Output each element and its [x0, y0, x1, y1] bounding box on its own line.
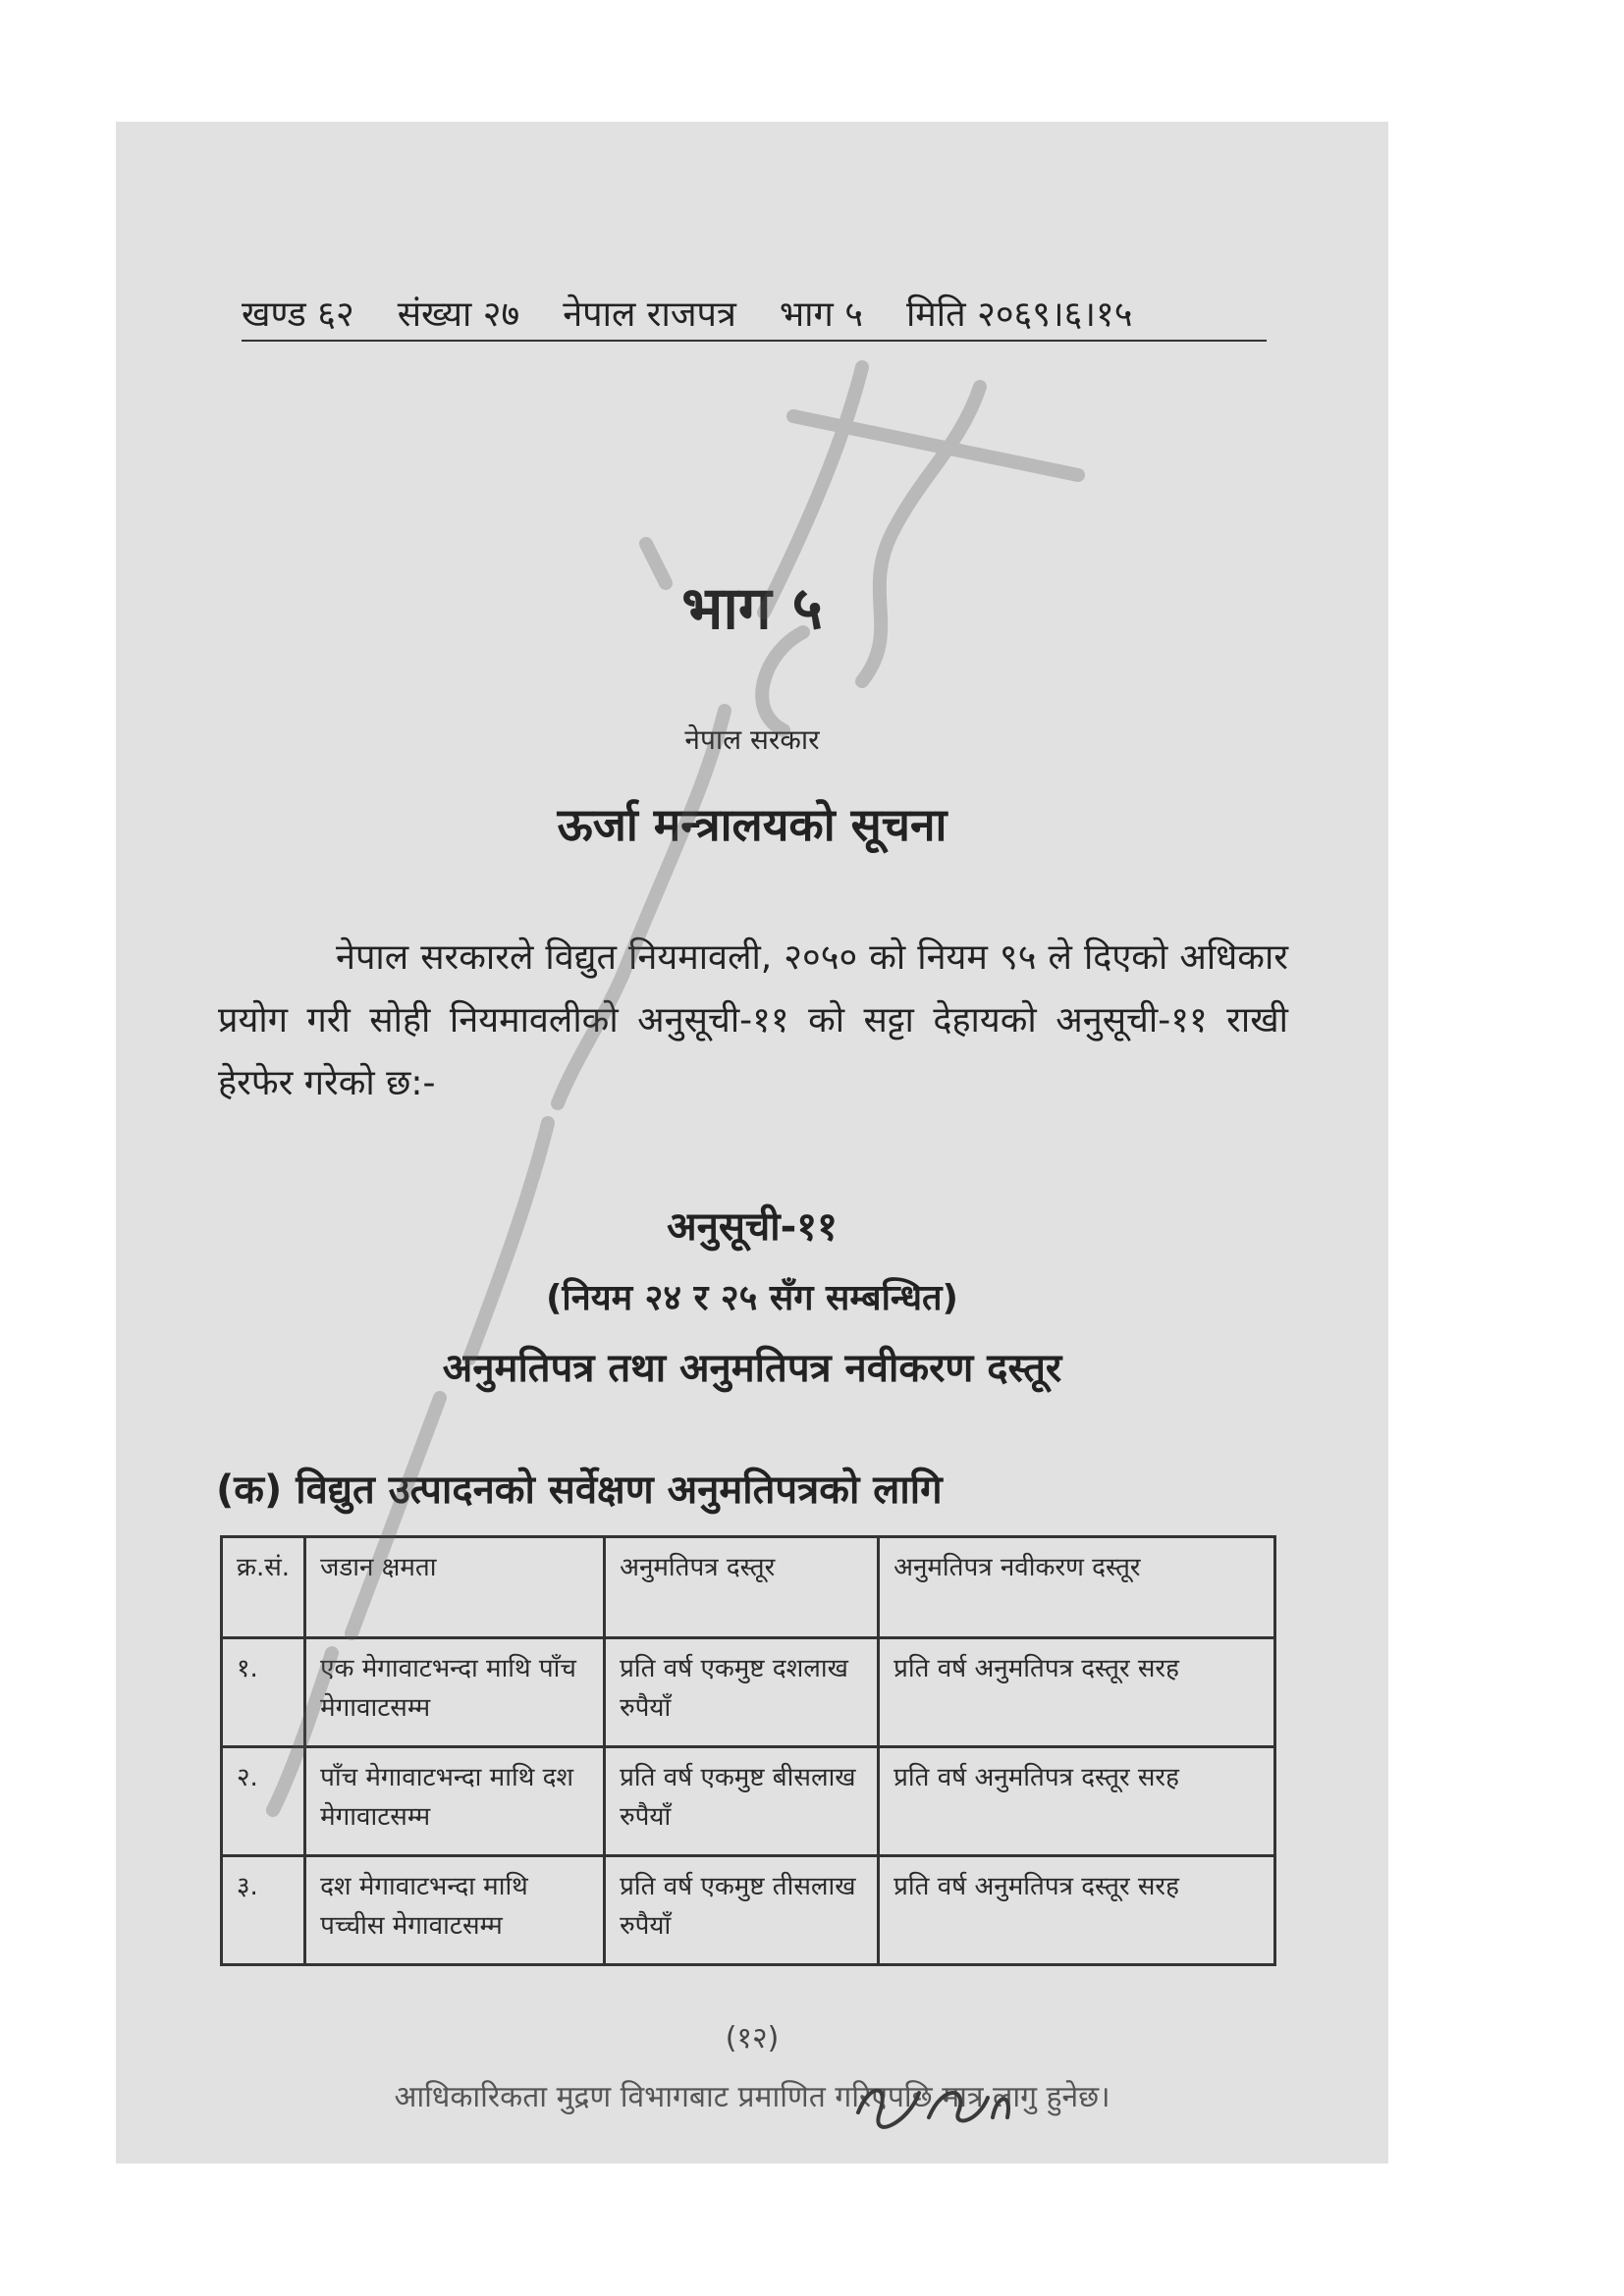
schedule-subject: अनुमतिपत्र तथा अनुमतिपत्र नवीकरण दस्तूर: [442, 1346, 1062, 1391]
table-header-cell: अनुमतिपत्र नवीकरण दस्तूर: [879, 1537, 1275, 1638]
header-issue: संख्या २७: [397, 294, 520, 335]
table-cell: प्रति वर्ष अनुमतिपत्र दस्तूर सरह: [879, 1856, 1275, 1965]
table-header-cell: अनुमतिपत्र दस्तूर: [605, 1537, 879, 1638]
table-cell: प्रति वर्ष अनुमतिपत्र दस्तूर सरह: [879, 1747, 1275, 1856]
header-rule: [242, 340, 1267, 342]
table-cell: प्रति वर्ष अनुमतिपत्र दस्तूर सरह: [879, 1638, 1275, 1747]
table-header-row: [222, 1537, 1275, 1638]
table-cell: पाँच मेगावाटभन्दा माथि दश मेगावाटसम्म: [305, 1747, 605, 1856]
table-cell: प्रति वर्ष एकमुष्ट बीसलाख रुपैयाँ: [605, 1747, 879, 1856]
gazette-header: [242, 289, 1267, 337]
table-cell: प्रति वर्ष एकमुष्ट दशलाख रुपैयाँ: [605, 1638, 879, 1747]
table-row: [222, 1856, 1275, 1965]
gazette-page: [116, 122, 1388, 2163]
header-part: भाग ५: [779, 294, 863, 335]
notice-title: ऊर्जा मन्त्रालयको सूचना: [557, 798, 947, 851]
table-cell: दश मेगावाटभन्दा माथि पच्चीस मेगावाटसम्म: [305, 1856, 605, 1965]
table-cell: १.: [222, 1638, 305, 1747]
header-gazette: नेपाल राजपत्र: [563, 294, 736, 335]
footer-note: आधिकारिकता मुद्रण विभागबाट प्रमाणित गरिएपछि मात्र लागु हुनेछ।: [394, 2080, 1110, 2114]
schedule-title: अनुसूची-११: [667, 1204, 838, 1250]
table-header-cell: क्र.सं.: [222, 1537, 305, 1638]
page-number: (१२): [725, 2021, 780, 2056]
table-cell: एक मेगावाटभन्दा माथि पाँच मेगावाटसम्म: [305, 1638, 605, 1747]
handwritten-number-mark: [850, 2073, 1017, 2132]
section-heading: (क) विद्युत उत्पादनको सर्वेक्षण अनुमतिपत्रको लागि: [216, 1468, 943, 1513]
schedule-reference: (नियम २४ र २५ सँग सम्बन्धित): [545, 1278, 959, 1318]
notice-body: नेपाल सरकारले विद्युत नियमावली, २०५० को नियम ९५ ले दिएको अधिकार प्रयोग गरी सोही नियमावलीको अनुसूची-११ को सट्टा देहायको अनुसूची-११ राखी हेरफेर गरेको छ:-: [218, 937, 1288, 1103]
license-fee-table: [220, 1535, 1276, 1966]
header-volume: खण्ड ६२: [242, 294, 354, 335]
table-row: [222, 1638, 1275, 1747]
table-cell: २.: [222, 1747, 305, 1856]
table-row: [222, 1747, 1275, 1856]
part-title: भाग ५: [681, 574, 823, 643]
government-label: नेपाल सरकार: [684, 723, 820, 756]
header-date: मिति २०६९।६।१५: [905, 294, 1133, 335]
table-header-cell: जडान क्षमता: [305, 1537, 605, 1638]
table-cell: ३.: [222, 1856, 305, 1965]
table-cell: प्रति वर्ष एकमुष्ट तीसलाख रुपैयाँ: [605, 1856, 879, 1965]
